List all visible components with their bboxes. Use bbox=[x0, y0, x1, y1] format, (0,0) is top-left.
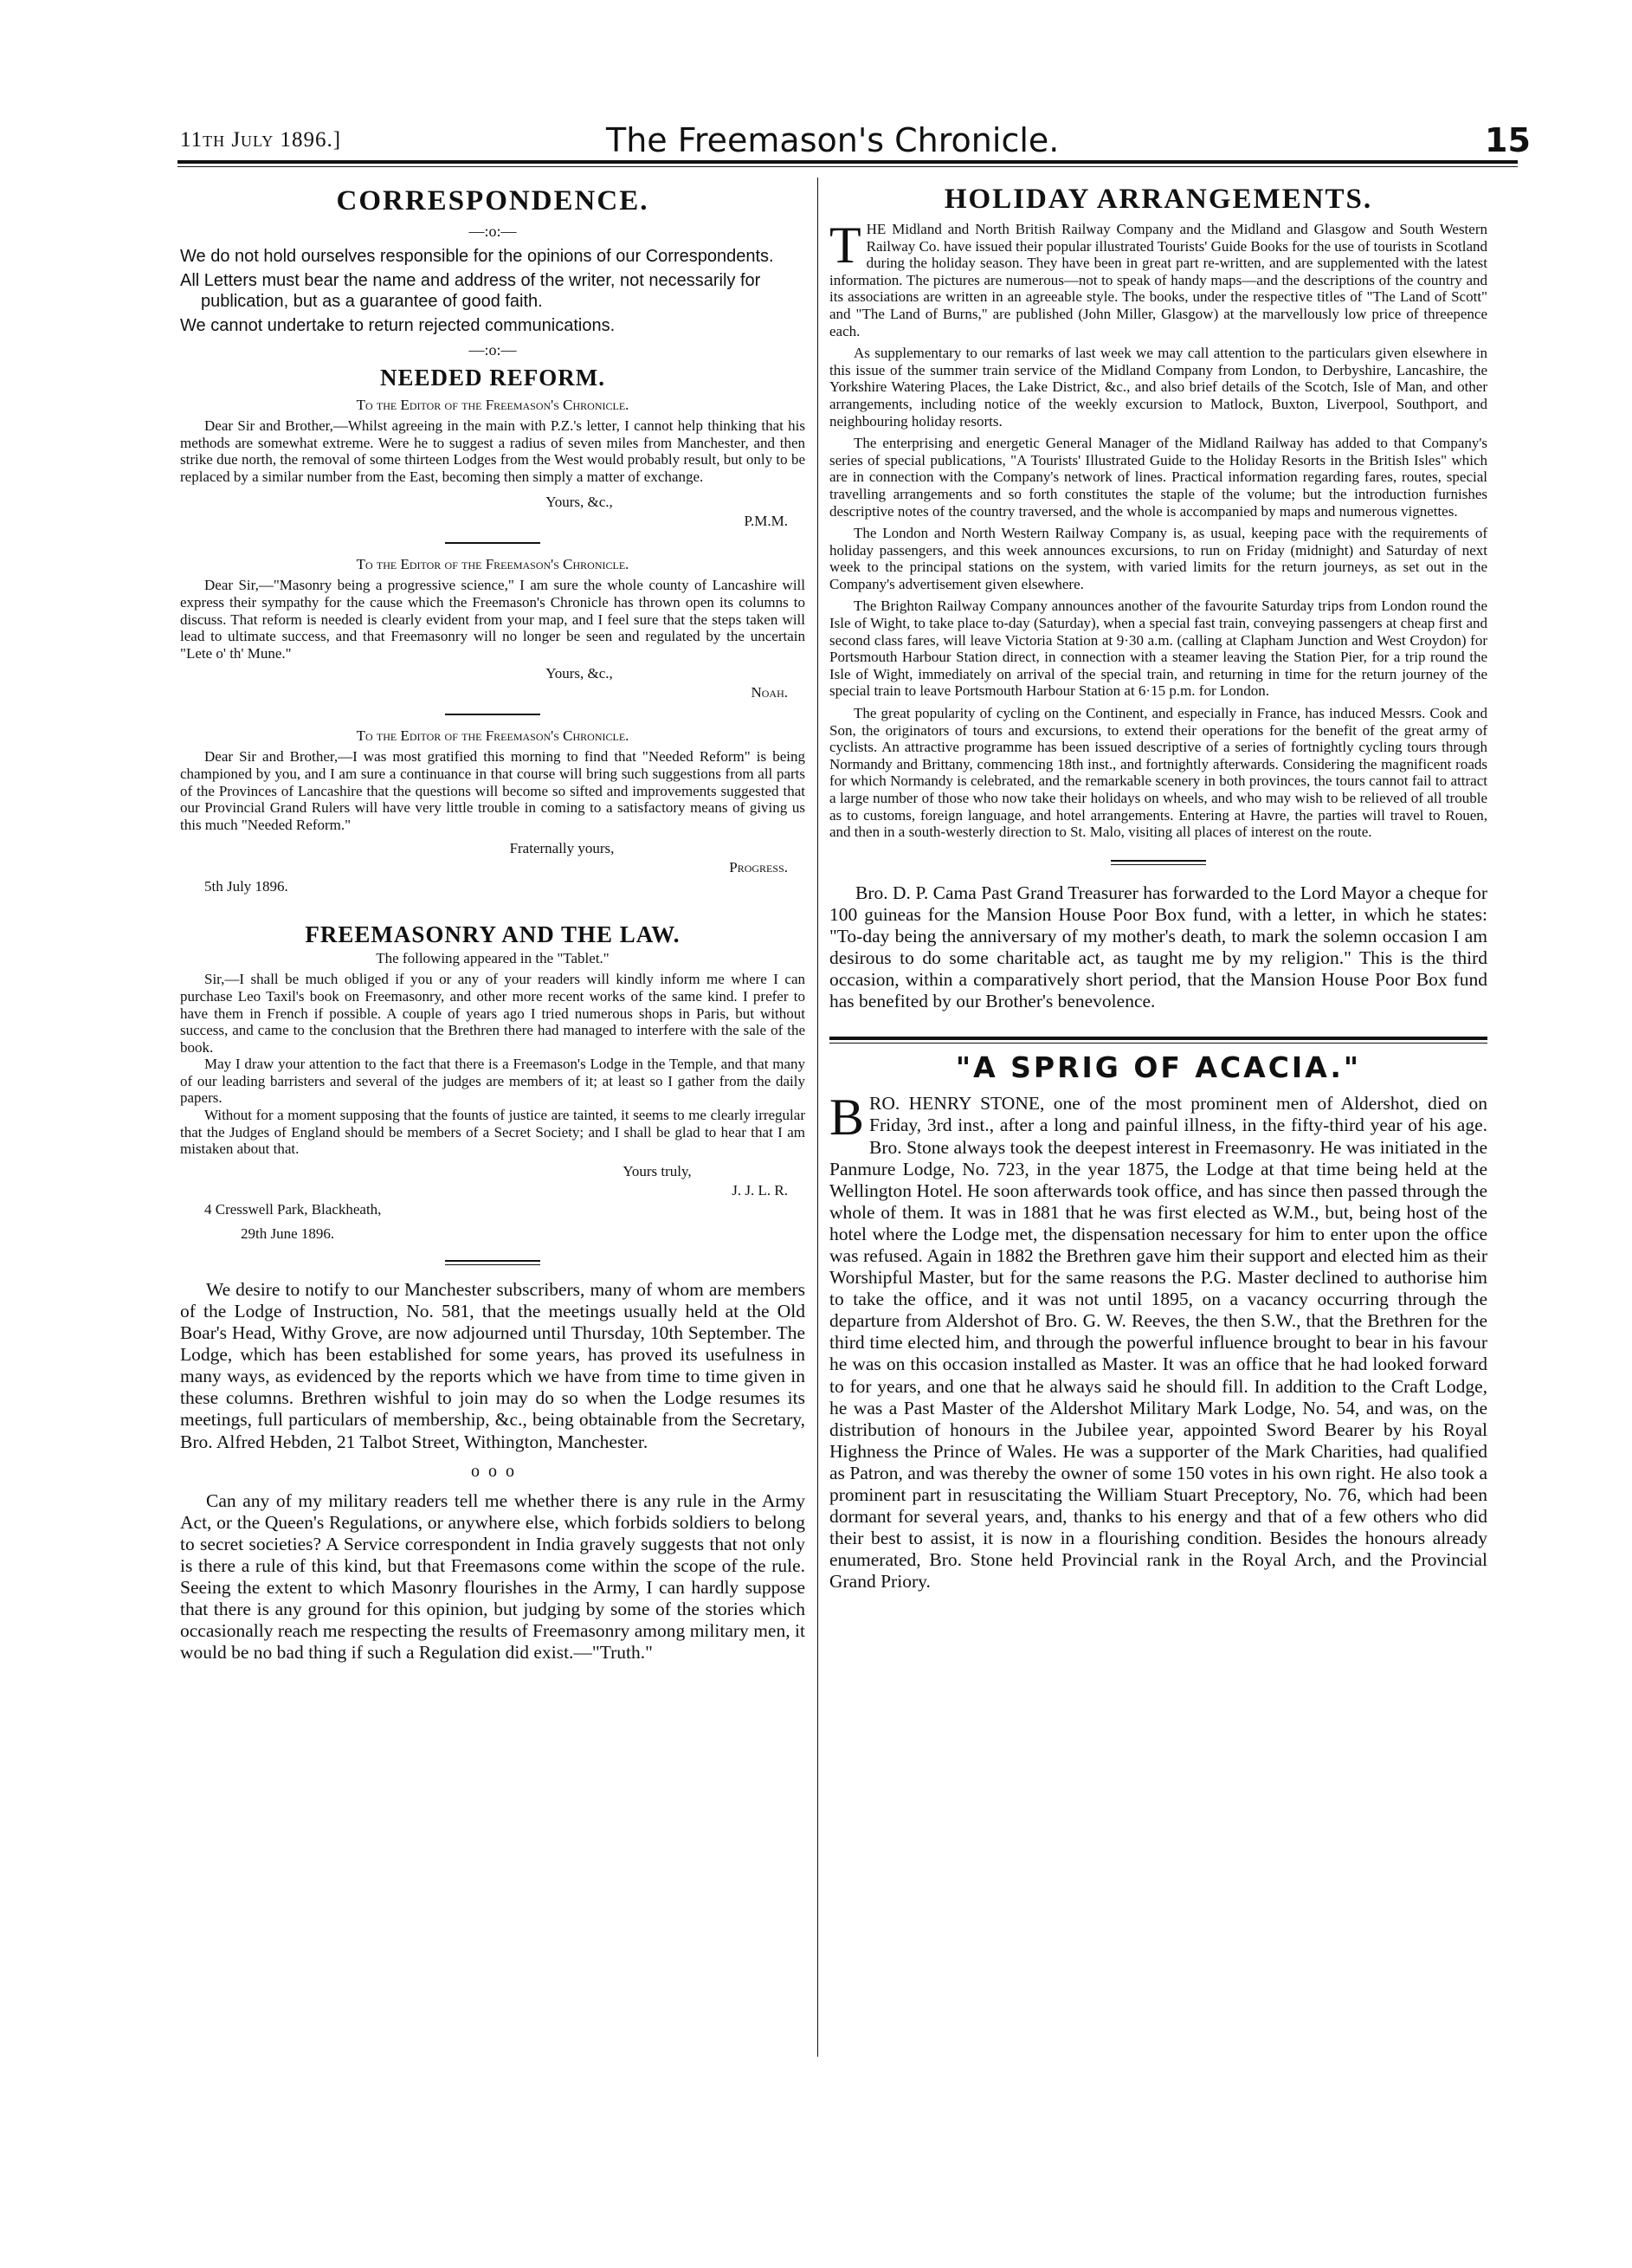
header-rule-thick bbox=[177, 160, 1518, 164]
letter-closing: Yours, &c., bbox=[545, 665, 613, 682]
header-rule-thin bbox=[177, 166, 1518, 167]
dropcap-letter: T bbox=[829, 216, 861, 274]
acacia-heading: "A SPRIG OF ACACIA." bbox=[955, 1050, 1362, 1085]
letter-signature: J. J. L. R. bbox=[732, 1181, 788, 1199]
tablet-intro: The following appeared in the "Tablet." bbox=[376, 950, 610, 967]
manchester-notice: We desire to notify to our Manchester subscribers, many of whom are members of the Lodge of Instruction, No. 581, that the meetings usually held at the Old Boar's Head, Withy Grove, are now adjourned until Thursday, 10th September. The Lodge, which has been established for some years, has proved its usefulness in many ways, as evidenced by the reports which we have from time to time given in these columns. Brethren wishful to join may do so when the Lodge resumes its meetings, full particulars of membership, &c., being obtainable from the Secretary, Bro. Alfred Hebden, 21 Talbot Street, Withington, Manchester. bbox=[180, 1278, 805, 1452]
separator: —:o:— bbox=[468, 341, 517, 359]
holiday-paragraph: HE Midland and North British Railway Company and the Midland and Glasgow and South Western Railway Co. have issued their popular illustrated Tourists' Guide Books for the use of tourists in Scotland during the holiday season. They have been in great part re-written, and are supplemented with the latest information. The pictures are numerous—not to speak of handy maps—and the descriptions of the country and its associations are written in an agreeable style. The books, under the respective titles of "The Land of Scott" and "The Land of Burns," are published (John Miller, Glasgow) at the marvellously low price of threepence each. bbox=[829, 221, 1487, 339]
letter-date: 5th July 1896. bbox=[204, 878, 288, 895]
law-paragraph: Sir,—I shall be much obliged if you or any of your readers will kindly inform me where I can purchase Leo Taxil's book on Freemasonry, and other more recent works of the same kind. I prefer to have them in French if possible. A couple of years ago I tried numerous shops in Paris, but without success, and came to the conclusion that the Brethren there had managed to interfere with the sale of the book. bbox=[180, 971, 805, 1056]
law-paragraph: May I draw your attention to the fact that there is a Freemason's Lodge in the Temple, and that many of our leading barristers and several of the judges are members of it; at least so I gather from the daily papers. bbox=[180, 1056, 805, 1107]
holiday-paragraph: The great popularity of cycling on the Continent, and especially in France, has induced Messrs. Cook and Son, the originators of tours and excursions, to extend their operations for the benefit of the great army of cyclists. An attractive programme has been issued descriptive of a series of fortnightly cycling tours through Normandy and Brittany, commencing 18th inst., and fortnightly afterwards. Considering the magnificent roads for which Normandy is celebrated, and the remarkable scenery in both provinces, the tours cannot fail to attract a large number of those who now take their holidays on wheels, and who may wish to be relieved of all trouble as to customs, foreign language, and hotel arrangements. Entering at Havre, the parties will travel to Rouen, and then in a south-westerly direction to St. Malo, visiting all places of interest on the route. bbox=[829, 705, 1487, 841]
section-rule bbox=[445, 1260, 540, 1265]
separator: —:o:— bbox=[468, 223, 517, 240]
correspondence-heading: CORRESPONDENCE. bbox=[336, 185, 649, 216]
page-number: 15 bbox=[1485, 121, 1531, 159]
notice-name-address: All Letters must bear the name and address of the writer, not necessarily for publication, but as a guarantee of good faith. bbox=[180, 271, 761, 311]
letter-address-line: To the Editor of the Freemason's Chronicle. bbox=[356, 397, 629, 413]
letter-address-line: To the Editor of the Freemason's Chronicle. bbox=[356, 727, 629, 745]
holiday-paragraph: The Brighton Railway Company announces another of the favourite Saturday trips from London round the Isle of Wight, to take place to-day (Saturday), when a special fast train, conveying passengers at cheap first and second class fares, will leave Victoria Station at 9·30 a.m. (calling at Clapham Junction and West Croydon) for Portsmouth Harbour Station direct, in connection with a steamer leaving the Station Pier, for a trip round the Isle of Wight, immediately on arrival of the special train, and returning in time for the return journey of the special train to leave Portsmouth Harbour Station at 6·15 p.m. for London. bbox=[829, 598, 1487, 700]
holiday-paragraph: As supplementary to our remarks of last week we may call attention to the particulars given elsewhere in this issue of the summer train service of the Midland Company from London, to Derbyshire, Lancashire, the Yorkshire Watering Places, the Lake District, &c., and also brief details of the Scotch, Isle of Man, and other arrangements, including notice of the weekly excursion to Matlock, Buxton, Liverpool, Southport, and neighbouring holiday resorts. bbox=[829, 345, 1487, 430]
needed-reform-heading: NEEDED REFORM. bbox=[379, 365, 605, 391]
right-column bbox=[829, 173, 1487, 1593]
letter-noah bbox=[180, 556, 805, 701]
letter-signature: P.M.M. bbox=[744, 513, 788, 530]
letter-closing: Yours, &c., bbox=[545, 494, 613, 511]
notice-opinions: We do not hold ourselves responsible for the opinions of our Correspondents. bbox=[180, 247, 774, 266]
acacia-rule-thick bbox=[829, 1037, 1487, 1040]
acacia-rule-thin bbox=[829, 1043, 1487, 1044]
section-rule bbox=[445, 714, 540, 715]
letter-address: 4 Cresswell Park, Blackheath, bbox=[204, 1200, 382, 1218]
cama-notice: Bro. D. P. Cama Past Grand Treasurer has forwarded to the Lord Mayor a cheque for 100 guineas for the Mansion House Poor Box fund, with a letter, in which he states: "To-day being the anniversary of my mother's death, to mark the solemn occasion I am desirous to do some charitable act, as taught me by my religion." This is the third occasion, within a comparatively short period, that the Mansion House Poor Box fund has benefited by our Brother's benevolence. bbox=[829, 882, 1487, 1012]
letter-signature: Noah. bbox=[751, 684, 788, 701]
notice-rejected: We cannot undertake to return rejected communications. bbox=[180, 316, 616, 335]
ornament-ooo: o o o bbox=[471, 1461, 514, 1481]
obituary-body: RO. HENRY STONE, one of the most prominent men of Aldershot, died on Friday, 3rd inst., after a long and painful illness, in the fifty-third year of his age. Bro. Stone always took the deepest interest in Freemasonry. He was initiated in the Panmure Lodge, No. 723, in the year 1875, the Lodge at that time being held at the Wellington Hotel. He soon afterwards took office, and has since then passed through the whole of them. It was in 1881 that he was first elected as W.M., but, being host of the hotel where the Lodge met, the dispensation necessary for him to enter upon the office was refused. Again in 1882 the Brethren gave him their support and elected him as their Worshipful Master, but for the same reasons the P.G. Master declined to authorise him to take the office, and it was not until 1895, on a vacancy occurring through the departure from Aldershot of Bro. G. W. Reeves, the then S.W., that the Brethren for the third time elected him, and through the powerful influence brought to bear in his favour he was on this occasion installed as Master. It was an office that he had looked forward to for years, and one that he always said he should fill. In addition to the Craft Lodge, he was a Past Master of the Aldershot Military Mark Lodge, No. 54, and was, on the distribution of honours in the Jubilee year, appointed Sword Bearer by his Royal Highness the Prince of Wales. He was a supporter of the Mark Charities, had qualified as Patron, and was thereby the owner of some 150 votes in his own right. He also took a prominent part in resuscitating the William Stuart Preceptory, No. 76, which had been dormant for several years, and, thanks to his energy and that of a few others who did their best to assist, it is now in a flourishing condition. Besides the honours already enumerated, Bro. Stone held Provincial rank in the Royal Arch, and the Provincial Grand Priory. bbox=[829, 1093, 1487, 1593]
military-question: Can any of my military readers tell me whether there is any rule in the Army Act, or the Queen's Regulations, or anywhere else, which forbids soldiers to belong to secret societies? A Service correspondent in India gravely suggests that not only is there a rule of this kind, but that Freemasons come within the scope of the rule. Seeing the extent to which Masonry flourishes in the Army, I can hardly suppose that there is any ground for this opinion, but judging by some of the stories which occasionally reach me respecting the results of Freemasonry among military men, it would be no bad thing if such a Regulation did exist.—"Truth." bbox=[180, 1489, 805, 1664]
letter-date: 29th June 1896. bbox=[241, 1224, 335, 1242]
section-rule bbox=[445, 542, 540, 544]
letter-closing: Yours truly, bbox=[622, 1162, 692, 1179]
letter-progress bbox=[180, 727, 805, 895]
law-paragraph: Without for a moment supposing that the founts of justice are tainted, it seems to me clearly irregular that the Judges of England should be members of a Secret Society; and I shall be glad to hear that I am mistaken about that. bbox=[180, 1107, 805, 1158]
issue-date: 11th July 1896.] bbox=[180, 128, 342, 152]
section-rule bbox=[1111, 860, 1206, 865]
letter-body: Dear Sir,—"Masonry being a progressive science," I am sure the whole county of Lancashire will express their sympathy for the cause which the Freemason's Chronicle has thrown open its columns to discuss. That reform is needed is clearly evident from your map, and I feel sure that the steps taken will lead to ultimate success, and that Freemasonry will no longer be seen and regulated by the uncertain "Lete o' th' Mune." bbox=[180, 577, 805, 662]
publication-title: The Freemason's Chronicle. bbox=[606, 121, 1060, 159]
freemasonry-law-heading: FREEMASONRY AND THE LAW. bbox=[305, 921, 681, 948]
letter-address-line: To the Editor of the Freemason's Chronicle. bbox=[356, 556, 629, 573]
letter-signature: Progress. bbox=[729, 859, 788, 876]
letter-closing: Fraternally yours, bbox=[509, 840, 615, 857]
holiday-paragraph: The enterprising and energetic General Manager of the Midland Railway has added to that Company's series of special publications, "A Tourists' Illustrated Guide to the Holiday Resorts in the British Isles" which are in connection with the Company's network of lines. Practical information regarding fares, routes, special travelling arrangements and so forth constitutes the staple of the volume; but the introduction furnishes descriptive notes of the country traversed, and the whole is accompanied by maps and numerous vignettes. bbox=[829, 435, 1487, 520]
letter-body: Dear Sir and Brother,—I was most gratified this morning to find that "Needed Reform" is being championed by you, and I am sure a continuance in that course will bring such suggestions from all parts of the Provinces of Lancashire that the questions will become so sifted and improvements suggested that our Provincial Grand Rulers will have very little trouble in coming to a satisfactory means of giving us this much "Needed Reform." bbox=[180, 748, 805, 833]
holiday-paragraph: The London and North Western Railway Company is, as usual, keeping pace with the requirements of holiday passengers, and this week announces excursions, to run on Friday (midnight) and Saturday of next week to the principal stations on the system, with varied limits for the return journeys, as set out in the Company's advertisement given elsewhere. bbox=[829, 525, 1487, 592]
holiday-heading: HOLIDAY ARRANGEMENTS. bbox=[944, 184, 1373, 215]
acacia-obituary bbox=[829, 1089, 1487, 1593]
dropcap-letter: B bbox=[829, 1089, 865, 1147]
left-column bbox=[180, 173, 805, 1664]
letter-body: Dear Sir and Brother,—Whilst agreeing in the main with P.Z.'s letter, I cannot help thinking that his methods are somewhat extreme. Were he to suggest a radius of seven miles from Manchester, and then strike due north, the removal of some thirteen Lodges from the West would probably result, but only to be replaced by a similar number from the East, becoming then simply a matter of exchange. bbox=[180, 417, 805, 485]
letter-pmm bbox=[180, 397, 805, 530]
column-divider bbox=[817, 178, 818, 2057]
holiday-intro bbox=[829, 216, 1487, 339]
